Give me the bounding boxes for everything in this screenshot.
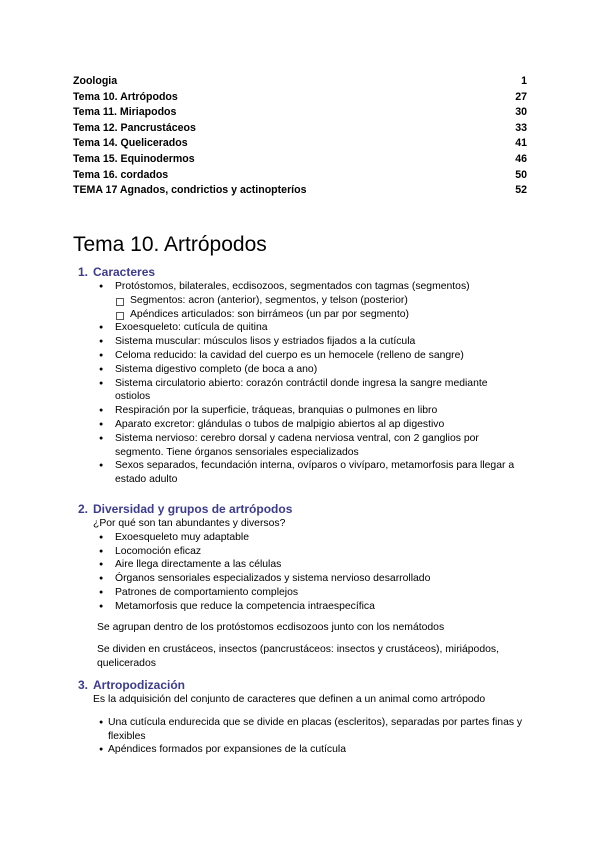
list-item: ● Celoma reducido: la cavidad del cuerpo es un hemocele (relleno de sangre) [78, 349, 518, 363]
list-item: Apéndices articulados: son birrámeos (un par por segmento) [78, 308, 518, 322]
bullet-list [78, 716, 528, 757]
bullet-list [78, 280, 518, 487]
section-caracteres [78, 265, 518, 487]
list-item: ● Locomoción eficaz [78, 545, 528, 559]
list-item: ● Patrones de comportamiento complejos [78, 586, 528, 600]
toc-entry[interactable]: Tema 14. Quelicerados 41 [73, 137, 527, 150]
section-heading: 3. Artropodización [78, 678, 185, 692]
list-item: ● Aire llega directamente a las células [78, 558, 528, 572]
list-item: ● Sistema circulatorio abierto: corazón contráctil donde ingresa la sangre mediante ostiolos [78, 377, 518, 405]
list-item: ● Metamorfosis que reduce la competencia intraespecífica [78, 600, 528, 614]
toc-entry[interactable]: Zoologia 1 [73, 75, 527, 87]
section-artropodizacion [78, 678, 528, 757]
list-item: ● Sistema muscular: músculos lisos y estriados fijados a la cutícula [78, 335, 518, 349]
toc-entry[interactable]: TEMA 17 Agnados, condrictios y actinopteríos 52 [73, 184, 527, 197]
section-heading: 1. Caracteres [78, 265, 156, 279]
list-item: ● Apéndices formados por expansiones de la cutícula [78, 743, 528, 757]
section-heading: 2. Diversidad y grupos de artrópodos [78, 502, 293, 516]
list-item: ● Aparato excretor: glándulas o tubos de malpigio abiertos al ap digestivo [78, 418, 518, 432]
page-title: Tema 10. Artrópodos [73, 233, 267, 256]
list-item: ● Una cutícula endurecida que se divide en placas (escleritos), separadas por partes finas y flexibles [78, 716, 528, 744]
bullet-list [78, 531, 528, 614]
list-item: ● Protóstomos, bilaterales, ecdisozoos, segmentados con tagmas (segmentos) [78, 280, 518, 294]
section-diversidad [78, 502, 528, 671]
list-item: ● Exoesqueleto muy adaptable [78, 531, 528, 545]
list-item: ● Órganos sensoriales especializados y sistema nervioso desarrollado [78, 572, 528, 586]
toc-entry[interactable]: Tema 10. Artrópodos 27 [73, 90, 527, 103]
list-item: Segmentos: acron (anterior), segmentos, y telson (posterior) [78, 294, 518, 308]
table-of-contents [73, 74, 527, 199]
toc-entry[interactable]: Tema 11. Miriapodos 30 [73, 106, 527, 119]
paragraph: Se agrupan dentro de los protóstomos ecdisozoos junto con los nemátodos [97, 621, 445, 633]
paragraph: Se dividen en crustáceos, insectos (pancrustáceos: insectos y crustáceos), miriápodos, quelicerados [97, 644, 499, 670]
list-item: ● Sistema nervioso: cerebro dorsal y cadena nerviosa ventral, con 2 ganglios por segmento. Tiene órganos sensoriales especializados [78, 432, 518, 460]
list-item: ● Sistema digestivo completo (de boca a ano) [78, 363, 518, 377]
list-item: ● Sexos separados, fecundación interna, ovíparos o vivíparo, metamorfosis para llegar a estado adulto [78, 459, 518, 487]
toc-entry[interactable]: Tema 12. Pancrustáceos 33 [73, 121, 527, 134]
toc-entry[interactable]: Tema 15. Equinodermos 46 [73, 152, 527, 165]
list-item: ● Respiración por la superficie, tráqueas, branquias o pulmones en libro [78, 404, 518, 418]
toc-entry[interactable]: Tema 16. cordados 50 [73, 168, 527, 181]
paragraph: Es la adquisición del conjunto de caracteres que definen a un animal como artrópodo [93, 694, 486, 705]
list-item: ● Exoesqueleto: cutícula de quitina [78, 321, 518, 335]
question-text: ¿Por qué son tan abundantes y diversos? [93, 518, 286, 529]
